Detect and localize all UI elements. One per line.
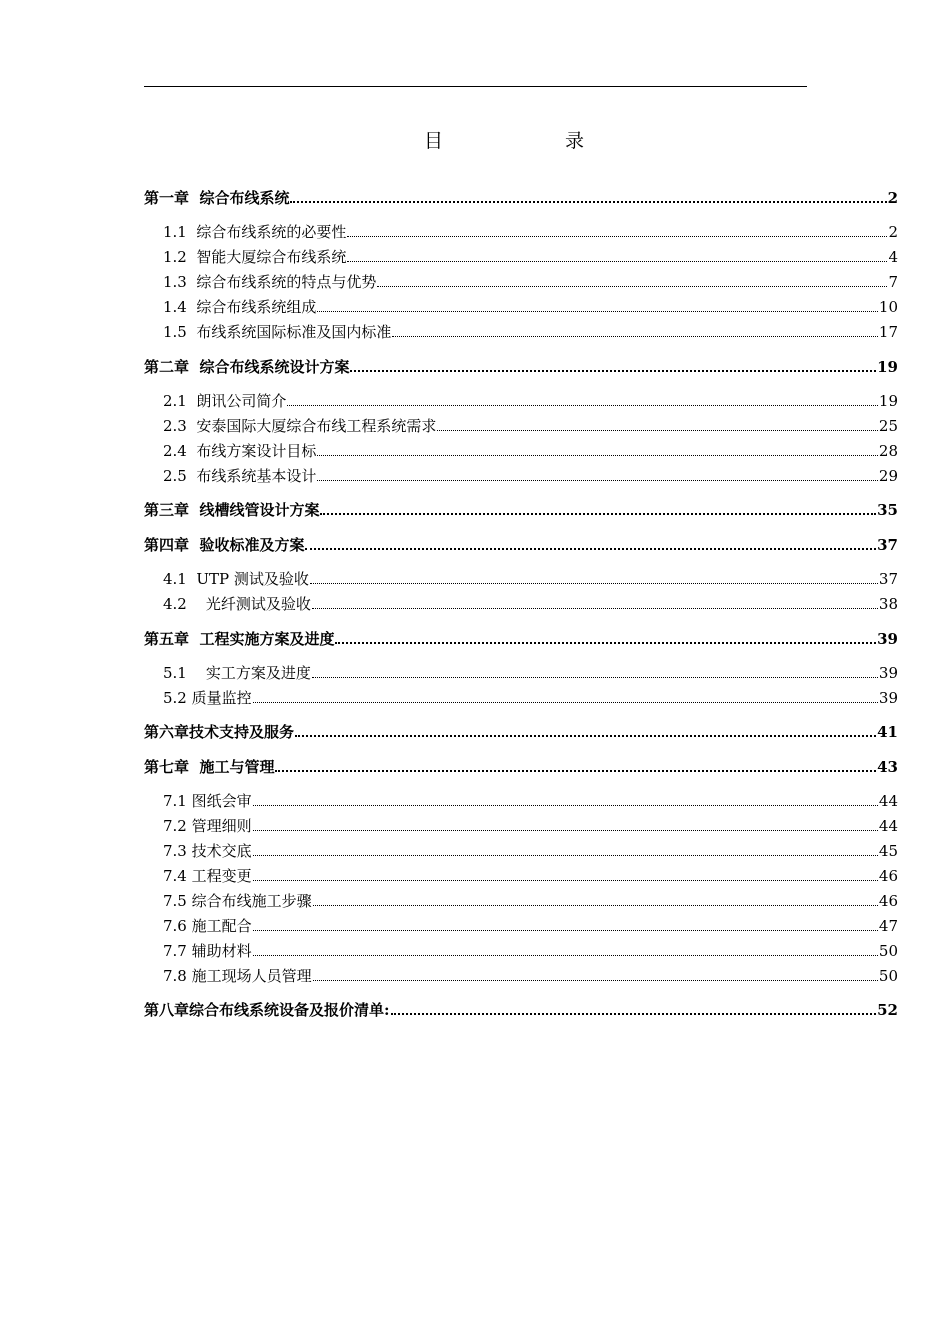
toc-section-entry[interactable] bbox=[163, 389, 898, 411]
toc-dot-leader bbox=[437, 430, 878, 431]
toc-dot-leader bbox=[347, 236, 887, 237]
toc-section-entry[interactable] bbox=[163, 914, 898, 936]
toc-chapter-entry[interactable] bbox=[144, 755, 898, 777]
toc-page-number: 35 bbox=[877, 501, 898, 519]
toc-dot-leader bbox=[392, 336, 878, 337]
toc-entry-label: 2.1 朗讯公司简介 bbox=[163, 392, 287, 410]
toc-dot-leader bbox=[335, 642, 876, 644]
toc-page-number: 46 bbox=[878, 867, 898, 885]
toc-dot-leader bbox=[253, 830, 878, 831]
toc-section-entry[interactable] bbox=[163, 839, 898, 861]
toc-dot-leader bbox=[253, 930, 878, 931]
toc-section-entry[interactable] bbox=[163, 567, 898, 589]
toc-entry-label: 5.1 实工方案及进度 bbox=[163, 664, 311, 682]
toc-dot-leader bbox=[317, 311, 878, 312]
toc-entry-label: 第六章技术支持及服务 bbox=[144, 723, 295, 741]
toc-dot-leader bbox=[317, 480, 878, 481]
toc-dot-leader bbox=[391, 1013, 877, 1015]
toc-entry-label: 1.1 综合布线系统的必要性 bbox=[163, 223, 347, 241]
toc-chapter-entry[interactable] bbox=[144, 720, 898, 742]
toc-chapter-entry[interactable] bbox=[144, 998, 898, 1020]
toc-entry-label: 第三章 线槽线管设计方案 bbox=[144, 501, 320, 519]
toc-title: 目 录 bbox=[423, 130, 643, 152]
toc-entry-label: 1.4 综合布线系统组成 bbox=[163, 298, 317, 316]
toc-entry-label: 7.7 辅助材料 bbox=[163, 942, 252, 960]
toc-page-number: 41 bbox=[877, 723, 898, 741]
toc-dot-leader bbox=[317, 455, 878, 456]
toc-entry-label: 4.1 UTP 测试及验收 bbox=[163, 570, 309, 588]
toc-page-number: 19 bbox=[877, 358, 898, 376]
toc-chapter-entry[interactable] bbox=[144, 355, 898, 377]
toc-section-entry[interactable] bbox=[163, 439, 898, 461]
toc-page-number: 10 bbox=[878, 298, 898, 316]
toc-dot-leader bbox=[313, 905, 878, 906]
toc-page-number: 50 bbox=[878, 942, 898, 960]
toc-section-entry[interactable] bbox=[163, 270, 898, 292]
toc-page-number: 7 bbox=[888, 273, 898, 291]
toc-entry-label: 7.6 施工配合 bbox=[163, 917, 252, 935]
toc-page-number: 43 bbox=[877, 758, 898, 776]
toc-page-number: 2 bbox=[887, 189, 898, 207]
toc-page-number: 46 bbox=[878, 892, 898, 910]
toc-page-number: 44 bbox=[878, 817, 898, 835]
toc-dot-leader bbox=[253, 805, 878, 806]
toc-entry-label: 5.2 质量监控 bbox=[163, 689, 252, 707]
toc-page-number: 44 bbox=[878, 792, 898, 810]
toc-entry-label: 4.2 光纤测试及验收 bbox=[163, 595, 311, 613]
toc-page-number: 4 bbox=[888, 248, 898, 266]
toc-section-entry[interactable] bbox=[163, 414, 898, 436]
toc-section-entry[interactable] bbox=[163, 814, 898, 836]
toc-page-number: 38 bbox=[878, 595, 898, 613]
toc-entry-label: 7.2 管理细则 bbox=[163, 817, 252, 835]
toc-dot-leader bbox=[305, 548, 876, 550]
toc-dot-leader bbox=[347, 261, 887, 262]
toc-entry-label: 2.3 安泰国际大厦综合布线工程系统需求 bbox=[163, 417, 437, 435]
toc-section-entry[interactable] bbox=[163, 939, 898, 961]
toc-chapter-entry[interactable] bbox=[144, 627, 898, 649]
toc-page-number: 50 bbox=[878, 967, 898, 985]
toc-dot-leader bbox=[287, 405, 878, 406]
toc-page-number: 19 bbox=[878, 392, 898, 410]
toc-section-entry[interactable] bbox=[163, 320, 898, 342]
toc-chapter-entry[interactable] bbox=[144, 186, 898, 208]
toc-entry-label: 第七章 施工与管理 bbox=[144, 758, 275, 776]
toc-section-entry[interactable] bbox=[163, 889, 898, 911]
toc-page-number: 29 bbox=[878, 467, 898, 485]
toc-dot-leader bbox=[253, 955, 878, 956]
toc-entry-label: 2.5 布线系统基本设计 bbox=[163, 467, 317, 485]
toc-entry-label: 7.5 综合布线施工步骤 bbox=[163, 892, 312, 910]
toc-entry-label: 7.3 技术交底 bbox=[163, 842, 252, 860]
toc-page-number: 47 bbox=[878, 917, 898, 935]
toc-dot-leader bbox=[295, 735, 876, 737]
toc-dot-leader bbox=[312, 677, 878, 678]
toc-entry-label: 第二章 综合布线系统设计方案 bbox=[144, 358, 350, 376]
toc-page-number: 2 bbox=[888, 223, 898, 241]
toc-entry-label: 第四章 验收标准及方案 bbox=[144, 536, 305, 554]
toc-section-entry[interactable] bbox=[163, 245, 898, 267]
toc-page-number: 17 bbox=[878, 323, 898, 341]
toc-entry-label: 7.1 图纸会审 bbox=[163, 792, 252, 810]
toc-entry-label: 1.2 智能大厦综合布线系统 bbox=[163, 248, 347, 266]
toc-section-entry[interactable] bbox=[163, 464, 898, 486]
toc-entry-label: 1.5 布线系统国际标准及国内标准 bbox=[163, 323, 392, 341]
toc-section-entry[interactable] bbox=[163, 686, 898, 708]
toc-dot-leader bbox=[320, 513, 876, 515]
toc-section-entry[interactable] bbox=[163, 592, 898, 614]
toc-page-number: 37 bbox=[878, 570, 898, 588]
toc-entry-label: 7.4 工程变更 bbox=[163, 867, 252, 885]
toc-page-number: 28 bbox=[878, 442, 898, 460]
toc-page-number: 45 bbox=[878, 842, 898, 860]
toc-section-entry[interactable] bbox=[163, 295, 898, 317]
toc-dot-leader bbox=[290, 201, 886, 203]
toc-dot-leader bbox=[253, 880, 878, 881]
toc-page-number: 39 bbox=[878, 664, 898, 682]
toc-entry-label: 7.8 施工现场人员管理 bbox=[163, 967, 312, 985]
toc-section-entry[interactable] bbox=[163, 220, 898, 242]
toc-dot-leader bbox=[253, 855, 878, 856]
toc-chapter-entry[interactable] bbox=[144, 533, 898, 555]
toc-section-entry[interactable] bbox=[163, 661, 898, 683]
toc-section-entry[interactable] bbox=[163, 964, 898, 986]
toc-page-number: 39 bbox=[878, 689, 898, 707]
toc-entry-label: 1.3 综合布线系统的特点与优势 bbox=[163, 273, 377, 291]
toc-page-number: 37 bbox=[877, 536, 898, 554]
toc-page-number: 25 bbox=[878, 417, 898, 435]
toc-page-number: 39 bbox=[877, 630, 898, 648]
toc-entry-label: 2.4 布线方案设计目标 bbox=[163, 442, 317, 460]
toc-dot-leader bbox=[350, 370, 876, 372]
toc-entry-label: 第八章综合布线系统设备及报价清单: bbox=[144, 1001, 390, 1019]
toc-page-number: 52 bbox=[877, 1001, 898, 1019]
toc-dot-leader bbox=[312, 608, 878, 609]
toc-dot-leader bbox=[310, 583, 878, 584]
toc-dot-leader bbox=[377, 286, 887, 287]
toc-entry-label: 第五章 工程实施方案及进度 bbox=[144, 630, 335, 648]
toc-dot-leader bbox=[313, 980, 878, 981]
toc-chapter-entry[interactable] bbox=[144, 498, 898, 520]
toc-entry-label: 第一章 综合布线系统 bbox=[144, 189, 290, 207]
header-rule bbox=[144, 86, 807, 87]
toc-section-entry[interactable] bbox=[163, 864, 898, 886]
toc-section-entry[interactable] bbox=[163, 789, 898, 811]
toc-dot-leader bbox=[275, 770, 876, 772]
toc-dot-leader bbox=[253, 702, 878, 703]
